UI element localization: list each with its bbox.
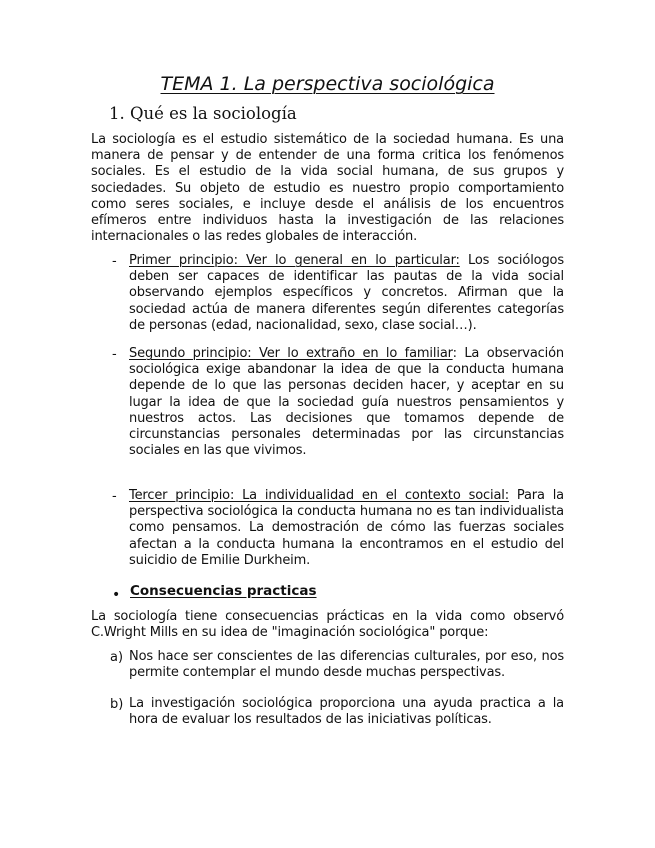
principle-2-label: Segundo principio: Ver lo extraño en lo familiar: [129, 346, 453, 361]
consequence-b: La investigación sociológica proporciona una ayuda practica a la hora de evaluar los resultados de las iniciativas políticas.: [129, 696, 564, 728]
list-marker-a: a): [110, 650, 124, 665]
principle-3-text: Para la perspectiva sociológica la conducta humana no es tan individualista como pensamos. La demostración de cómo las fuerzas sociales afectan a la conducta humana la encontramos en el estudio del suicidio de Emilie Durkheim.: [129, 488, 564, 568]
intro-paragraph: La sociología es el estudio sistemático de la sociedad humana. Es una manera de pensar y de entender de una forma critica los fenómenos sociales. Es el estudio de la vida social humana, de sus grupos y sociedades. Su objeto de estudio es nuestro propio comportamiento como seres sociales, e incluye desde el análisis de los encuentros efímeros entre individuos hasta la investigación de las relaciones internacionales o las redes globales de interacción.: [91, 132, 564, 245]
consequence-a: Nos hace ser conscientes de las diferencias culturales, por eso, nos permite contemplar el mundo desde muchas perspectivas.: [129, 649, 564, 681]
principle-3-label: Tercer principio: La individualidad en el contexto social:: [129, 488, 509, 503]
principle-1-text: Los sociólogos deben ser capaces de identificar las pautas de la vida social observando ejemplos específicos y concretos. Afirman que la sociedad actúa de manera diferentes según diferentes categorías de personas (edad, nacionalidad, sexo, clase social…).: [129, 253, 564, 333]
dash-marker: -: [112, 347, 117, 362]
principle-1-label: Primer principio: Ver lo general en lo particular:: [129, 253, 460, 268]
principle-2-text: : La observación sociológica exige abandonar la idea de que la conducta humana depende de lo que las personas deciden hacer, y aceptar en su lugar la idea de que la sociedad guía nuestros pensamientos y nuestros actos. Las decisiones que tomamos depende de circunstancias personales determinadas por las circunstancias sociales en las que vivimos.: [129, 346, 564, 459]
consequences-heading: Consecuencias practicas: [130, 583, 317, 599]
principle-1: [129, 253, 564, 334]
list-marker-b: b): [110, 697, 124, 712]
dash-marker: -: [112, 254, 117, 269]
section-heading: 1. Qué es la sociología: [109, 104, 297, 123]
principle-3: [129, 488, 564, 569]
bullet-icon: •: [112, 587, 121, 603]
dash-marker: -: [112, 489, 117, 504]
consequences-intro: La sociología tiene consecuencias prácticas en la vida como observó C.Wright Mills en su idea de "imaginación sociológica" porque:: [91, 609, 564, 641]
principle-2: [129, 346, 564, 459]
page-title: TEMA 1. La perspectiva sociológica: [160, 73, 495, 95]
